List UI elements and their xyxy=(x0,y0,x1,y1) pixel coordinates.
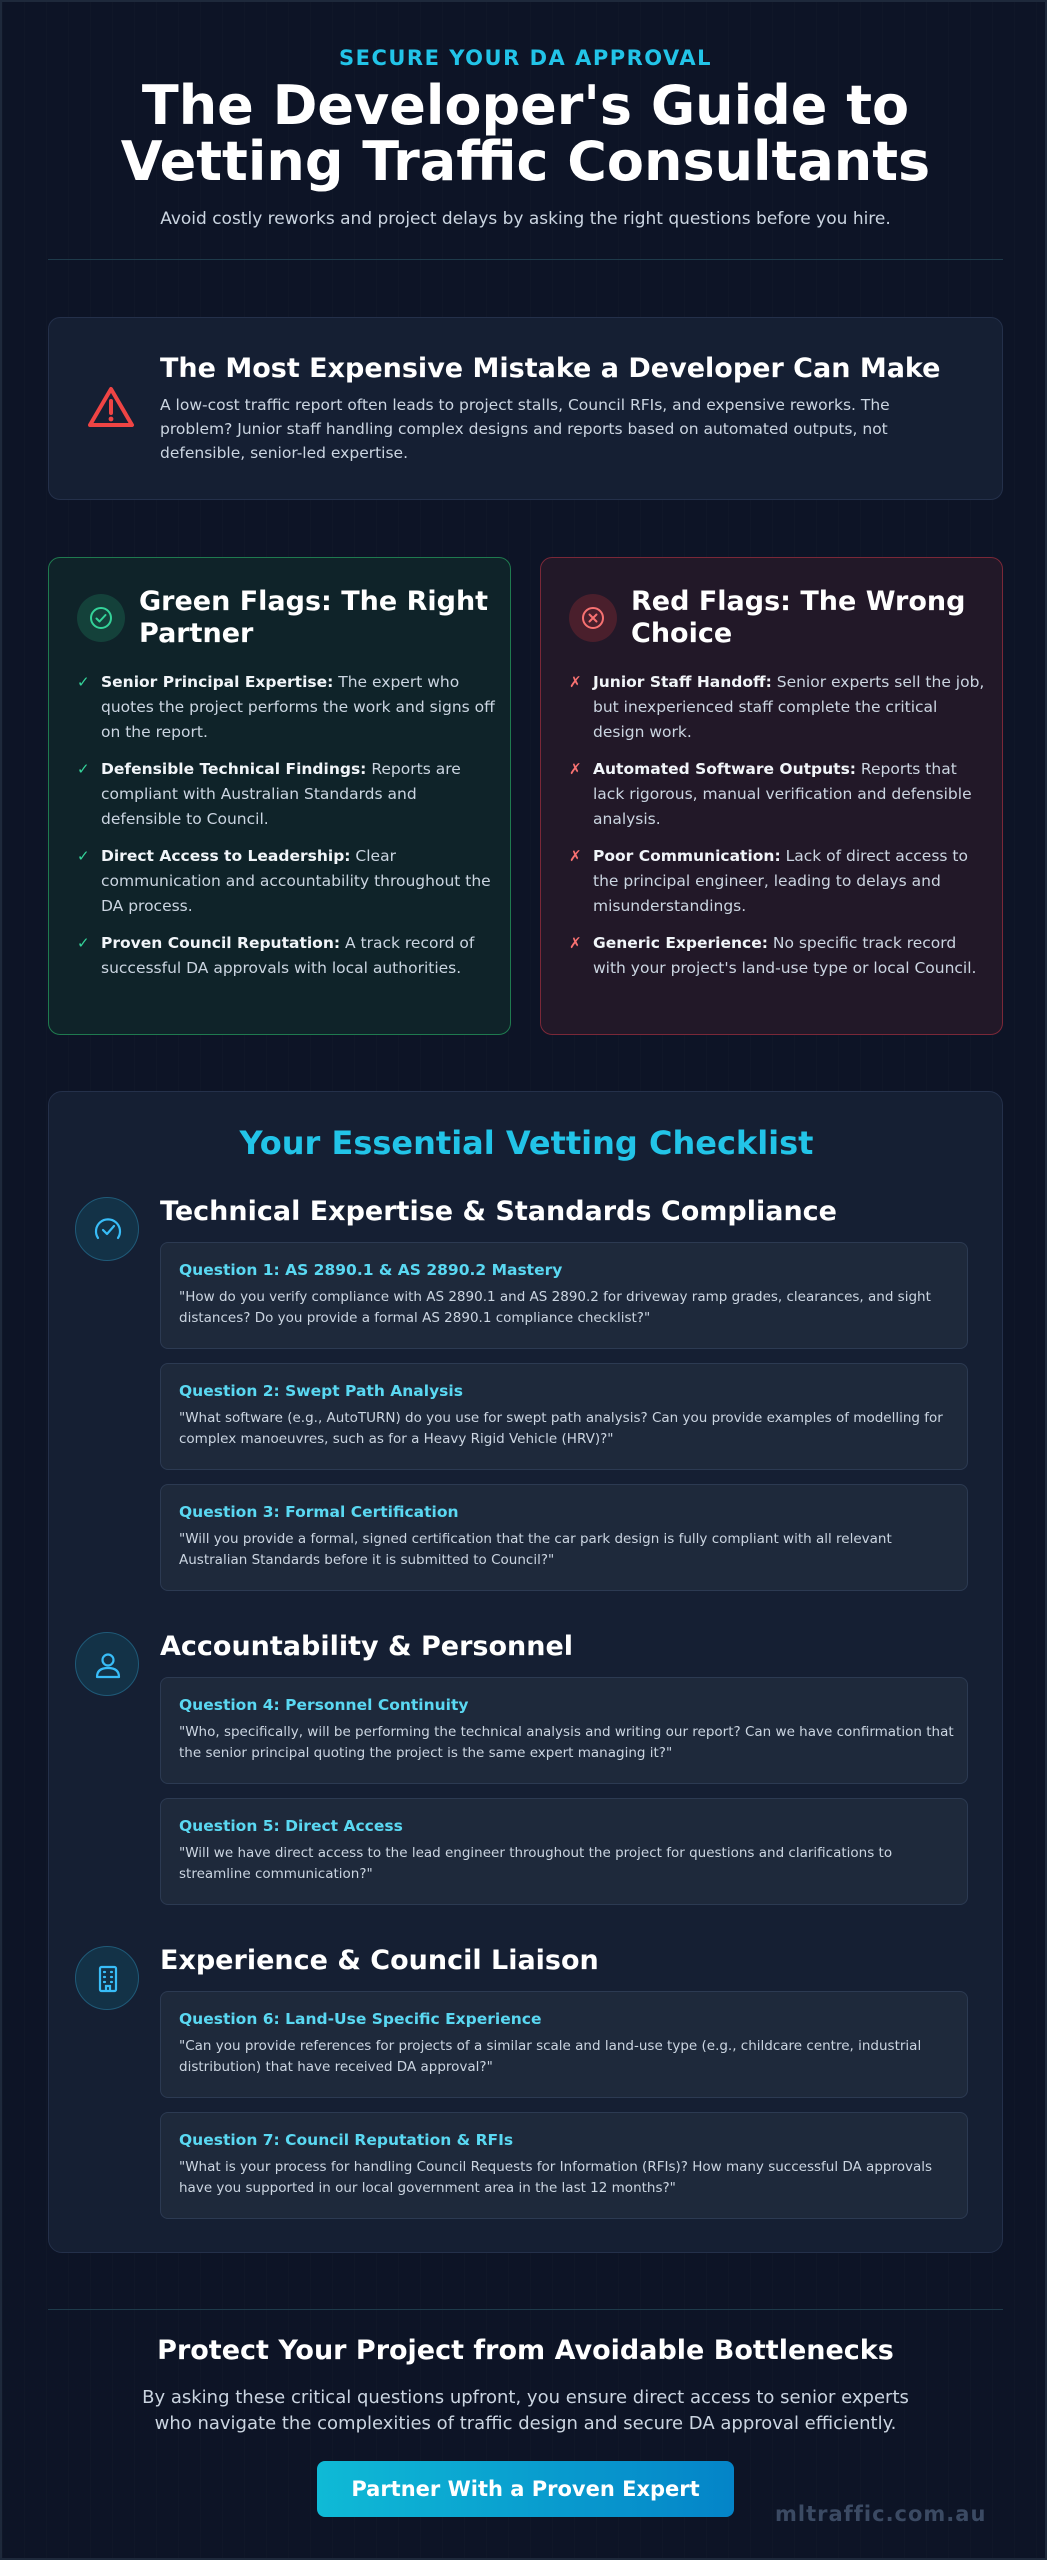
question-text: "Can you provide references for projects of a similar scale and land-use type (e.g., childcare centre, industrial distribution) that have received DA approval?" xyxy=(179,2038,922,2075)
warning-title: The Most Expensive Mistake a Developer Can Make xyxy=(160,353,941,384)
check-circle-icon xyxy=(77,594,125,642)
question-title: Question 1: AS 2890.1 & AS 2890.2 Mastery xyxy=(179,1261,563,1279)
eyebrow: SECURE YOUR DA APPROVAL xyxy=(338,46,713,70)
partner-cta-button[interactable]: Partner With a Proven Expert xyxy=(317,2461,734,2517)
page-subtitle: Avoid costly reworks and project delays by asking the right questions before you hire. xyxy=(160,209,891,229)
section-title: Technical Expertise & Standards Compliance xyxy=(160,1196,837,1227)
red-flag-item: ✗ Generic Experience: No specific track record with your project's land-use type or local Council. xyxy=(569,931,989,981)
question-text: "What is your process for handling Council Requests for Information (RFIs)? How many successful DA approvals have you supported in our local government area in the last 12 months?" xyxy=(179,2159,933,2196)
question-text: "Will you provide a formal, signed certification that the car park design is fully compliant with all relevant Australian Standards before it is submitted to Council?" xyxy=(179,1531,892,1568)
vetting-checklist-card xyxy=(48,1091,1003,2253)
red-flag-item: ✗ Automated Software Outputs: Reports that lack rigorous, manual verification and defensible analysis. xyxy=(569,757,989,832)
warning-text: A low-cost traffic report often leads to project stalls, Council RFIs, and expensive reworks. The problem? Junior staff handling complex designs and reports based on automated outputs, not defensible, senior-led expertise. xyxy=(160,396,890,462)
cross-icon: ✗ xyxy=(569,847,582,865)
header-divider xyxy=(48,259,1003,260)
question-title: Question 4: Personnel Continuity xyxy=(179,1696,469,1714)
checklist-title: Your Essential Vetting Checklist xyxy=(239,1124,814,1162)
warning-triangle-icon xyxy=(87,385,135,429)
question-card xyxy=(160,1798,968,1905)
red-flags-title: Red Flags: The Wrong Choice xyxy=(631,586,966,649)
gauge-check-icon xyxy=(75,1197,139,1261)
footer-text: By asking these critical questions upfront, you ensure direct access to senior experts who navigate the complexities of traffic design and secure DA approval efficiently. xyxy=(142,2387,909,2434)
question-text: "How do you verify compliance with AS 2890.1 and AS 2890.2 for driveway ramp grades, clearances, and sight distances? Do you provide a formal AS 2890.1 compliance checklist?" xyxy=(179,1289,931,1326)
question-card xyxy=(160,1242,968,1349)
warning-card xyxy=(48,317,1003,500)
green-flag-item: ✓ Direct Access to Leadership: Clear communication and accountability throughout the DA process. xyxy=(77,844,497,919)
green-flags-title: Green Flags: The Right Partner xyxy=(139,586,489,649)
question-card xyxy=(160,1484,968,1591)
checkmark-icon: ✓ xyxy=(77,760,90,778)
question-text: "Who, specifically, will be performing the technical analysis and writing our report? Can we have confirmation that the senior principal quoting the project is the same expert managing it?" xyxy=(179,1724,954,1761)
question-title: Question 3: Formal Certification xyxy=(179,1503,459,1521)
green-flags-card xyxy=(48,557,511,1035)
checkmark-icon: ✓ xyxy=(77,847,90,865)
green-flags-list xyxy=(77,670,497,993)
question-card xyxy=(160,1363,968,1470)
footer-title: Protect Your Project from Avoidable Bottlenecks xyxy=(157,2335,894,2366)
title-line-2: Vetting Traffic Consultants xyxy=(120,130,931,193)
cross-icon: ✗ xyxy=(569,760,582,778)
red-flags-list xyxy=(569,670,989,993)
question-card xyxy=(160,1991,968,2098)
building-icon xyxy=(75,1946,139,2010)
question-title: Question 5: Direct Access xyxy=(179,1817,403,1835)
cross-icon: ✗ xyxy=(569,934,582,952)
question-text: "Will we have direct access to the lead engineer throughout the project for questions and clarifications to streamline communication?" xyxy=(179,1845,893,1882)
green-flag-item: ✓ Defensible Technical Findings: Reports are compliant with Australian Standards and defensible to Council. xyxy=(77,757,497,832)
title-line-1: The Developer's Guide to xyxy=(141,74,910,137)
green-flag-item: ✓ Senior Principal Expertise: The expert who quotes the project performs the work and signs off on the report. xyxy=(77,670,497,745)
question-text: "What software (e.g., AutoTURN) do you use for swept path analysis? Can you provide examples of modelling for complex manoeuvres, such as for a Heavy Rigid Vehicle (HRV)?" xyxy=(179,1410,943,1447)
question-title: Question 2: Swept Path Analysis xyxy=(179,1382,463,1400)
site-watermark: mltraffic.com.au xyxy=(775,2502,987,2526)
question-title: Question 6: Land-Use Specific Experience xyxy=(179,2010,542,2028)
question-card xyxy=(160,1677,968,1784)
red-flags-card xyxy=(540,557,1003,1035)
cross-icon: ✗ xyxy=(569,673,582,691)
footer-divider xyxy=(48,2309,1003,2310)
question-title: Question 7: Council Reputation & RFIs xyxy=(179,2131,514,2149)
x-circle-icon xyxy=(569,594,617,642)
green-flag-item: ✓ Proven Council Reputation: A track record of successful DA approvals with local authorities. xyxy=(77,931,497,981)
checkmark-icon: ✓ xyxy=(77,673,90,691)
section-title: Experience & Council Liaison xyxy=(160,1945,599,1976)
red-flag-item: ✗ Junior Staff Handoff: Senior experts sell the job, but inexperienced staff complete the critical design work. xyxy=(569,670,989,745)
section-title: Accountability & Personnel xyxy=(160,1631,574,1662)
question-card xyxy=(160,2112,968,2219)
checkmark-icon: ✓ xyxy=(77,934,90,952)
page-title xyxy=(2,74,1047,193)
user-icon xyxy=(75,1632,139,1696)
red-flag-item: ✗ Poor Communication: Lack of direct access to the principal engineer, leading to delays and misunderstandings. xyxy=(569,844,989,919)
